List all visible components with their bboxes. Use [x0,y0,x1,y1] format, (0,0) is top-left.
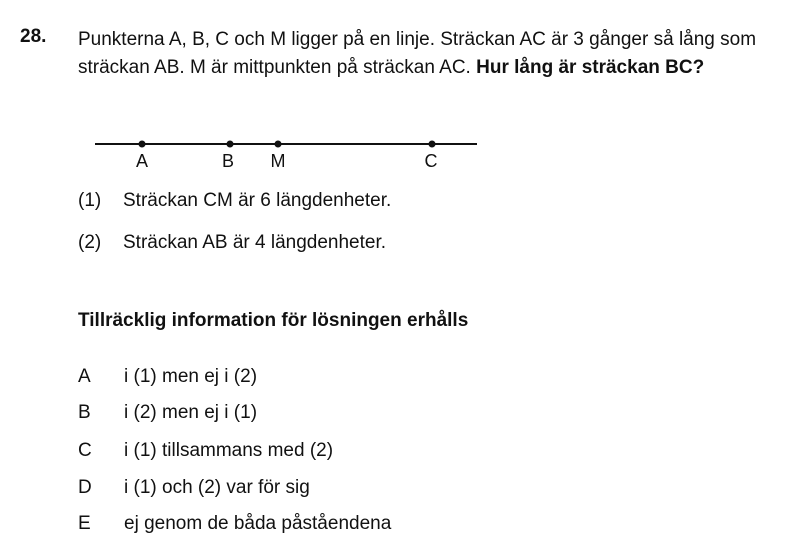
point-c-dot [429,141,436,148]
question-line-1: Punkterna A, B, C och M ligger på en linje. Sträckan AC är 3 gånger så lång som [78,29,757,50]
question-number: 28. [20,26,47,47]
option-a-letter: A [78,366,91,387]
option-c-letter: C [78,440,92,461]
option-d-text: i (1) och (2) var för sig [124,477,310,498]
point-m-dot [275,141,282,148]
statement-1-text: Sträckan CM är 6 längdenheter. [123,190,392,211]
question-text [78,26,756,82]
answer-heading: Tillräcklig information för lösningen erhålls [78,310,469,331]
option-b-text: i (2) men ej i (1) [124,402,258,423]
question-line-2 [78,54,756,82]
option-e-letter: E [78,513,91,534]
option-b-letter: B [78,402,91,423]
point-m-label: M [270,151,286,171]
point-a-dot [139,141,146,148]
statement-2-text: Sträckan AB är 4 längdenheter. [123,232,387,253]
point-c-label: C [424,151,438,171]
question-line-2-plain: sträckan AB. M är mittpunkten på sträckan AC. [78,57,477,78]
number-line-diagram [90,130,490,175]
statement-2-number: (2) [78,232,102,253]
option-c-text: i (1) tillsammans med (2) [124,440,334,461]
point-b-dot [227,141,234,148]
statement-1-number: (1) [78,190,102,211]
option-d-letter: D [78,477,92,498]
point-a-label: A [135,151,149,171]
option-e-text: ej genom de båda påståendena [124,513,392,534]
point-b-label: B [221,151,235,171]
option-a-text: i (1) men ej i (2) [124,366,258,387]
question-ask: Hur lång är sträckan BC? [476,57,705,78]
